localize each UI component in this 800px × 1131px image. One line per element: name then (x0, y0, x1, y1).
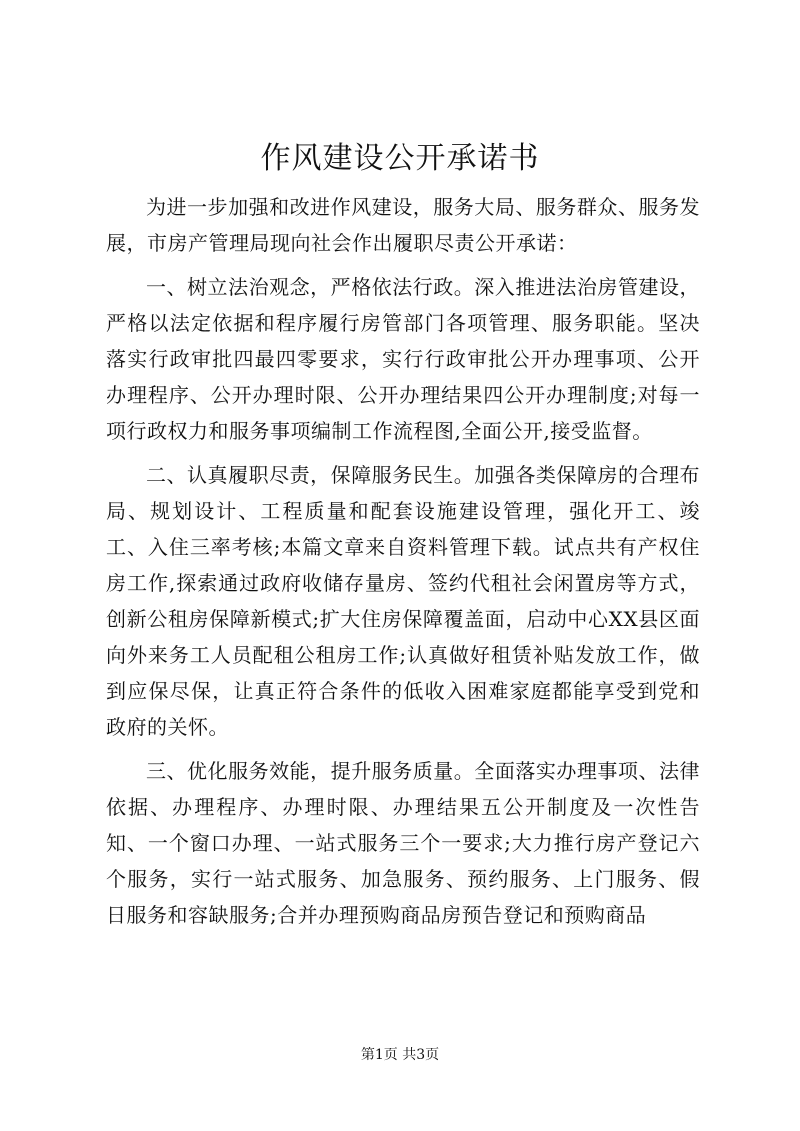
paragraph-intro: 为进一步加强和改进作风建设，服务大局、服务群众、服务发展，市房产管理局现向社会作出履职尽责公开承诺： (106, 195, 700, 255)
document-body (106, 189, 700, 941)
paragraph-section-2: 二、认真履职尽责，保障服务民生。加强各类保障房的合理布局、规划设计、工程质量和配套设施建设管理，强化开工、竣工、入住三率考核;本篇文章来自资料管理下载。试点共有产权住房工作,探索通过政府收储存量房、签约代租社会闲置房等方式，创新公租房保障新模式;扩大住房保障覆盖面，启动中心XX县区面向外来务工人员配租公租房工作;认真做好租赁补贴发放工作，做到应保尽保，让真正符合条件的低收入困难家庭都能享受到党和政府的关怀。 (106, 463, 700, 739)
page-footer: 第1页 共3页 (360, 1047, 440, 1063)
paragraph-section-1: 一、树立法治观念，严格依法行政。深入推进法治房管建设，严格以法定依据和程序履行房管部门各项管理、服务职能。坚决落实行政审批四最四零要求，实行行政审批公开办理事项、公开办理程序、公开办理时限、公开办理结果四公开办理制度;对每一项行政权力和服务事项编制工作流程图,全面公开,接受监督。 (106, 275, 700, 443)
page-title: 作风建设公开承诺书 (260, 141, 540, 176)
paragraph-section-3: 三、优化服务效能，提升服务质量。全面落实办理事项、法律依据、办理程序、办理时限、办理结果五公开制度及一次性告知、一个窗口办理、一站式服务三个一要求;大力推行房产登记六个服务，实行一站式服务、加急服务、预约服务、上门服务、假日服务和容缺服务;合并办理预购商品房预告登记和预购商品 (106, 759, 700, 927)
